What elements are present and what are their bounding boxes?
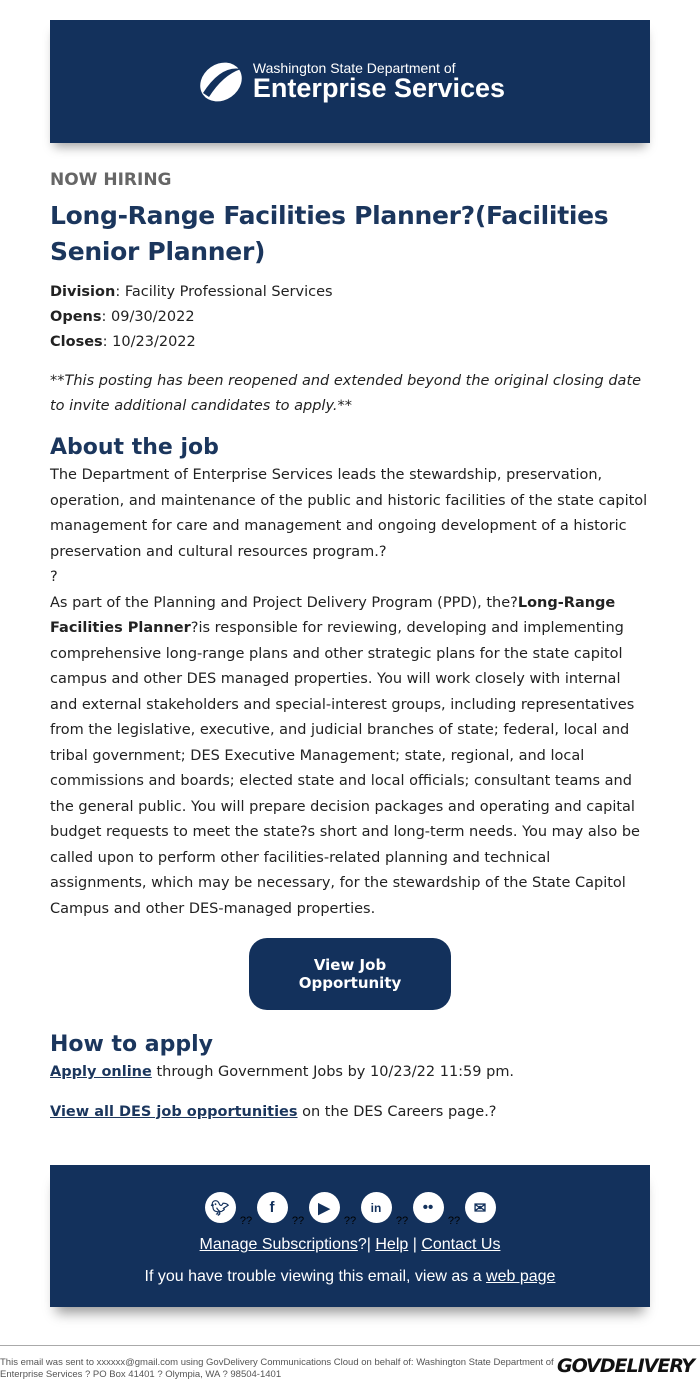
apply-line: Apply online through Government Jobs by 10/23/22 11:59 pm. <box>50 1064 515 1080</box>
sent-to-text: This email was sent to xxxxxx@gmail.com using GovDelivery Communications Cloud on behalf of: Washington State Department of Enterprise Services ? PO Box 41401 ? Olympia, WA ? 98504-1401 <box>0 1357 554 1380</box>
social-links: 🐦︎ ?? f ?? ▶ ?? in ?? •• ?? ✉ <box>50 1190 650 1223</box>
view-all-jobs-link[interactable]: View all DES job opportunities <box>50 1103 298 1120</box>
header-banner <box>50 20 650 143</box>
view-job-button[interactable]: View Job Opportunity <box>249 938 451 1010</box>
contact-link[interactable]: Contact Us <box>421 1236 501 1253</box>
twitter-icon[interactable]: 🐦︎ <box>205 1192 236 1223</box>
about-paragraph-2: ? <box>50 569 58 585</box>
swoosh-icon <box>195 57 247 107</box>
des-logo: Washington State Department of Enterprise Services <box>195 57 505 107</box>
job-title: Long-Range Facilities Planner?(Facilities Senior Planner) <box>50 201 609 266</box>
closes-row: Closes: 10/23/2022 <box>50 334 196 350</box>
trouble-line: If you have trouble viewing this email, view as a web page <box>144 1268 556 1285</box>
facebook-icon[interactable]: f <box>257 1192 288 1223</box>
job-meta <box>50 280 650 355</box>
about-paragraph-3: As part of the Planning and Project Delivery Program (PPD), the?Long-Range Facilities Planner?is responsible for reviewing, developing and implementing comprehensive long-range plans and other strategic plans for the state capitol campus and other DES managed properties. You will work closely with internal and external stakeholders and special-interest groups, including representatives from the legislative, executive, and judicial branches of state; federal, local and tribal government; DES Executive Management; state, regional, and local commissions and boards; elected state and local officials; consultant teams and the general public. You will prepare decision packages and operating and capital budget requests to meet the state?s short and long-term needs. You may also be called upon to perform other facilities-related planning and technical assignments, which may be necessary, for the stewardship of the State Capitol Campus and other DES-managed properties. <box>50 594 640 917</box>
manage-subscriptions-link[interactable]: Manage Subscriptions <box>199 1236 358 1253</box>
about-paragraph-1: The Department of Enterprise Services leads the stewardship, preservation, operation, and maintenance of the public and historic facilities of the state capitol management for care and management and ongoing development of a historic preservation and cultural resources program.? <box>50 467 648 560</box>
help-link[interactable]: Help <box>375 1236 409 1253</box>
email-content <box>50 170 650 1125</box>
opens-row: Opens: 09/30/2022 <box>50 309 195 325</box>
footer-links: Manage Subscriptions?| Help | Contact Us <box>199 1236 501 1253</box>
youtube-icon[interactable]: ▶ <box>309 1192 340 1223</box>
division-row: Division: Facility Professional Services <box>50 284 333 300</box>
web-page-link[interactable]: web page <box>486 1268 556 1285</box>
linkedin-icon[interactable]: in <box>361 1192 392 1223</box>
flickr-icon[interactable]: •• <box>413 1192 444 1223</box>
careers-line: View all DES job opportunities on the DES Careers page.? <box>50 1103 497 1120</box>
email-icon[interactable]: ✉ <box>465 1192 496 1223</box>
apply-online-link[interactable]: Apply online <box>50 1064 152 1080</box>
reopened-note: **This posting has been reopened and extended beyond the original closing date to invite additional candidates to apply.** <box>50 373 642 414</box>
now-hiring-label: NOW HIRING <box>50 170 172 190</box>
govdelivery-logo: GOVDELIVERY <box>556 1355 694 1377</box>
how-to-apply-heading: How to apply <box>50 1032 214 1057</box>
footer <box>50 1165 650 1307</box>
govdelivery-footer <box>0 1345 700 1381</box>
about-heading: About the job <box>50 435 219 460</box>
